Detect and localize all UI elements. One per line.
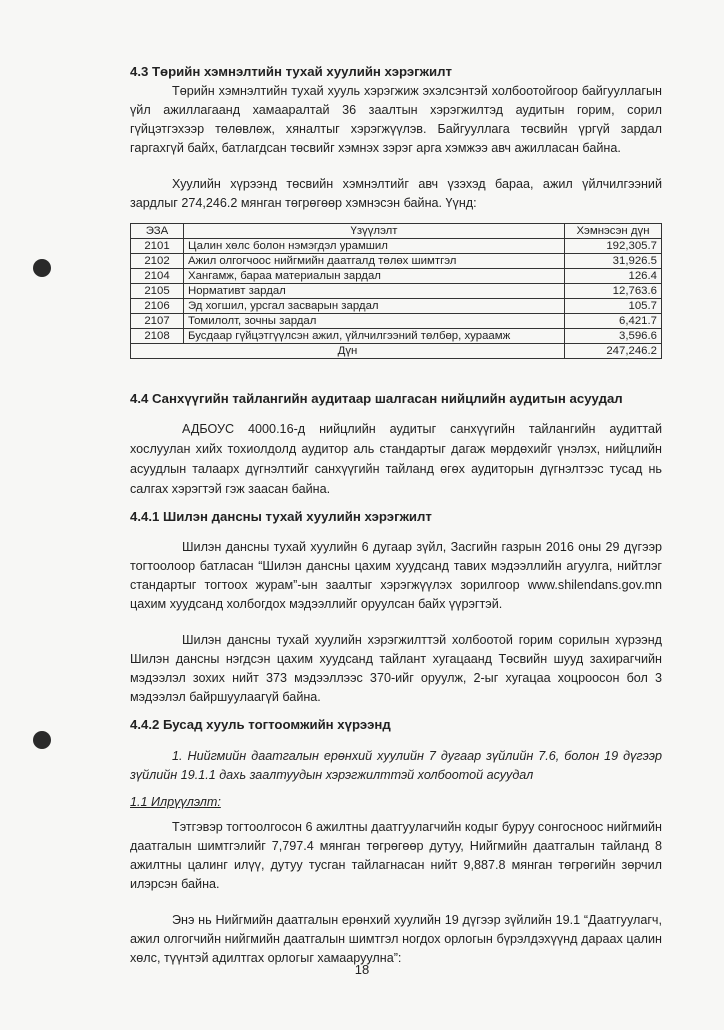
- row-label: Нормативт зардал: [184, 284, 565, 299]
- row-label: Ажил олгогчоос нийгмийн даатгалд төлөх шимтгэл: [184, 254, 565, 269]
- row-amount: 6,421.7: [565, 314, 662, 329]
- table-row: [131, 299, 662, 314]
- table-row: [131, 314, 662, 329]
- row-amount: 105.7: [565, 299, 662, 314]
- row-label: Бусдаар гүйцэтгүүлсэн ажил, үйлчилгээний төлбөр, хураамж: [184, 329, 565, 344]
- row-amount: 31,926.5: [565, 254, 662, 269]
- paragraph: Шилэн дансны тухай хуулийн 6 дугаар зүйл, Засгийн газрын 2016 оны 29 дүгээр тогтоолоор батласан “Шилэн дансны цахим хуудсанд тавих мэдээллийн агуулга, нийтлэг стандартыг тогтоох журам”-ын заалтыг хэрэгжүүлэх зорилгоор www.shilendans.gov.mn цахим хуудсанд холбогдох мэдээллийг оруулсан байх үүрэгтэй.: [130, 540, 662, 611]
- table-total-row: [131, 344, 662, 359]
- row-amount: 192,305.7: [565, 239, 662, 254]
- finding-topic: 1. Нийгмийн даатгалын ерөнхий хуулийн 7 дугаар зүйлийн 7.6, болон 19 дүгээр зүйлийн 19.1.1 дахь заалтуудын хэрэгжилттэй холбоотой асуудал: [130, 749, 662, 782]
- savings-table: [130, 223, 662, 359]
- total-amount: 247,246.2: [565, 344, 662, 359]
- row-code: 2104: [131, 269, 184, 284]
- row-code: 2106: [131, 299, 184, 314]
- table-row: [131, 239, 662, 254]
- row-code: 2108: [131, 329, 184, 344]
- table-row: [131, 329, 662, 344]
- table-row: [131, 269, 662, 284]
- row-label: Цалин хөлс болон нэмэгдэл урамшил: [184, 239, 565, 254]
- table-header-row: [131, 224, 662, 239]
- column-header: ЭЗА: [131, 224, 184, 239]
- row-code: 2102: [131, 254, 184, 269]
- table-row: [131, 254, 662, 269]
- binder-hole: [33, 259, 51, 277]
- section-heading: 4.4 Санхүүгийн тайлангийн аудитаар шалгасан нийцлийн аудитын асуудал: [130, 391, 623, 406]
- paragraph: Тэтгэвэр тогтоолгосон 6 ажилтны даатгуулагчийн кодыг буруу сонгосноос нийгмийн даатгалын шимтгэлийг 7,797.4 мянган төгрөгөөр дутуу, Нийгмийн даатгалын тайланд 8 ажилтны цалинг илүү, дутуу тусган тайлагнасан нийт 9,887.8 мянган төгрөгийн зөрчил илэрсэн байна.: [130, 820, 662, 891]
- paragraph: Энэ нь Нийгмийн даатгалын ерөнхий хуулийн 19 дүгээр зүйлийн 19.1 “Даатгуулагч, ажил олгогчийн нийгмийн даатгалын шимтгэл ногдох орлогын бүрэлдэхүүнд дараах цалин хөлс, түүнтэй адилтгах орлогыг хамааруулна”:: [130, 913, 662, 965]
- page-number: 18: [354, 962, 370, 977]
- section-heading: 4.3 Төрийн хэмнэлтийн тухай хуулийн хэрэгжилт: [130, 64, 452, 79]
- section-heading: 4.4.1 Шилэн дансны тухай хуулийн хэрэгжилт: [130, 509, 432, 524]
- section-heading: 4.4.2 Бусад хууль тогтоомжийн хүрээнд: [130, 717, 391, 732]
- row-amount: 12,763.6: [565, 284, 662, 299]
- paragraph: Төрийн хэмнэлтийн тухай хууль хэрэгжиж эхэлсэнтэй холбоотойгоор байгууллагын үйл ажиллагаанд хамааралтай 36 заалтын хэрэгжилтэд аудитын горим, сорил гүйцэтгэхээр төлөвлөж, хяналтыг хэрэгжүүлэв. Байгууллага төсвийн үргүй зардал гаргахгүй байх, батлагдсан төсвийг хэмнэх зэрэг арга хэмжээ авч ажилласан байна.: [130, 84, 662, 155]
- finding-label: 1.1 Илрүүлэлт:: [130, 795, 221, 809]
- column-header: Үзүүлэлт: [184, 224, 565, 239]
- row-label: Эд хогшил, урсгал засварын зардал: [184, 299, 565, 314]
- paragraph: АДБОУС 4000.16-д нийцлийн аудитыг санхүүгийн тайлангийн аудиттай хослуулан хийх тохиолдолд аудитор аль стандартыг дагаж мөрдөхийг үнэлэх, нийцлийн асуудлын талаарх дүгнэлтийг санхүүгийн тайланд өгөх аудиторын дүгнэлтээс тусад нь салгах хэрэгтэй гэж заасан байна.: [130, 422, 662, 496]
- row-code: 2105: [131, 284, 184, 299]
- row-amount: 126.4: [565, 269, 662, 284]
- row-amount: 3,596.6: [565, 329, 662, 344]
- paragraph: Шилэн дансны тухай хуулийн хэрэгжилттэй холбоотой горим сорилын хүрээнд Шилэн дансны нэгдсэн цахим хуудсанд тайлант хугацаанд Төсвийн шууд захирагчийн мэдээлэл зохих нийт 373 мэдээллээс 370-ийг оруулж, 2-ыг хугацаа хоцроосон бол 3 мэдээлэл байршуулаагүй байна.: [130, 633, 662, 704]
- total-label: Дүн: [131, 344, 565, 359]
- row-label: Хангамж, бараа материалын зардал: [184, 269, 565, 284]
- column-header: Хэмнэсэн дүн: [565, 224, 662, 239]
- binder-hole: [33, 731, 51, 749]
- row-code: 2107: [131, 314, 184, 329]
- paragraph: Хуулийн хүрээнд төсвийн хэмнэлтийг авч үзэхэд бараа, ажил үйлчилгээний зардлыг 274,246.2 мянган төгрөгөөр хэмнэсэн байна. Үүнд:: [130, 177, 662, 210]
- row-code: 2101: [131, 239, 184, 254]
- table-row: [131, 284, 662, 299]
- page-content: [130, 62, 662, 968]
- row-label: Томилолт, зочны зардал: [184, 314, 565, 329]
